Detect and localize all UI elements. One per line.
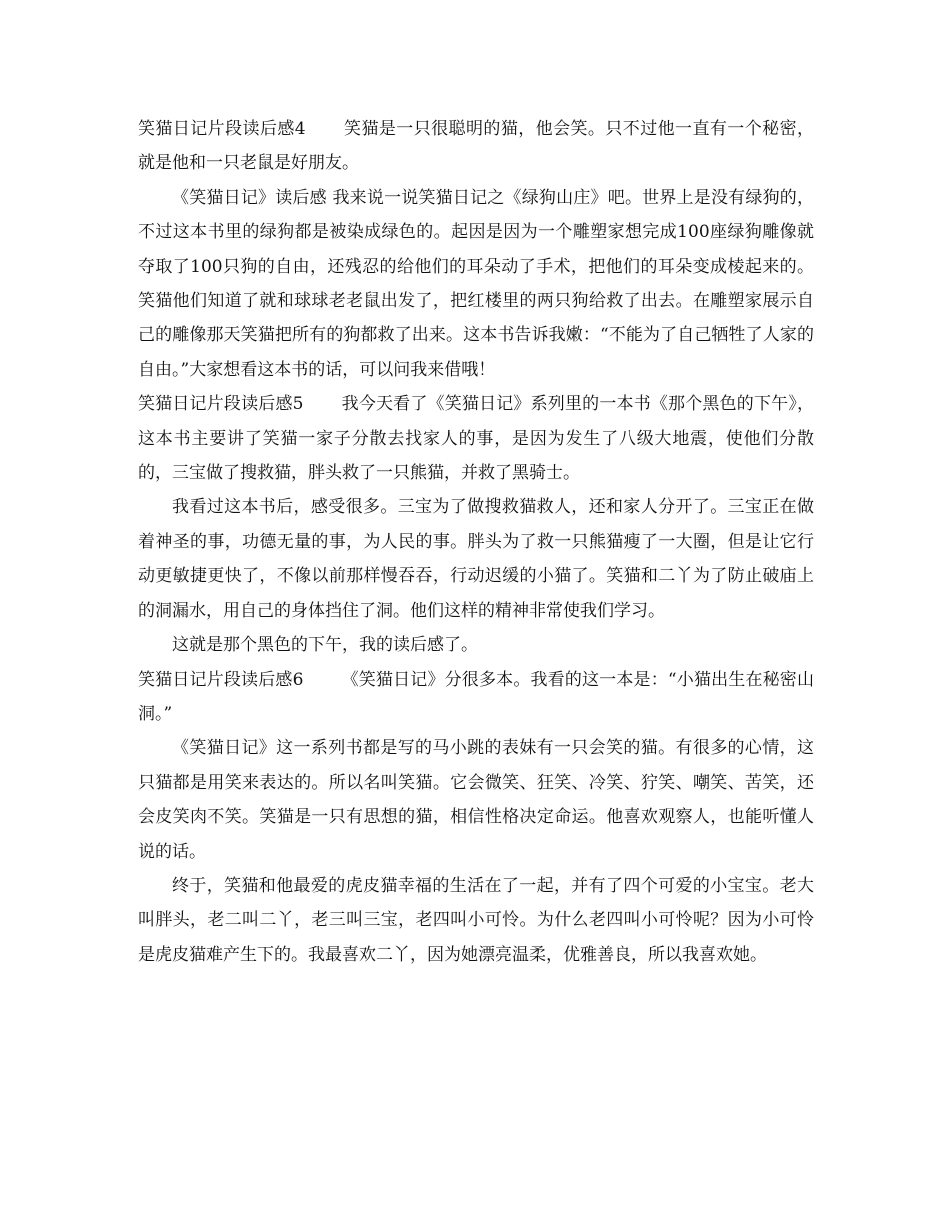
- paragraph-text: 我今天看了《笑猫日记》系列里的一本书《那个黑色的下午》，这本书主要讲了笑猫一家子分散去找家人的事，是因为发生了八级大地震，使他们分散的，三宝做了搜救猫，胖头救了一只熊猫，并救了黑骑士。: [138, 394, 815, 484]
- section-4-first-paragraph: [138, 112, 814, 181]
- paragraph: 这就是那个黑色的下午，我的读后感了。: [172, 635, 478, 656]
- paragraph: 终于，笑猫和他最爱的虎皮猫幸福的生活在了一起，并有了四个可爱的小宝宝。老大叫胖头，老二叫二丫，老三叫三宝，老四叫小可怜。为什么老四叫小可怜呢？因为小可怜是虎皮猫难产生下的。我最喜欢二丫，因为她漂亮温柔，优雅善良，所以我喜欢她。: [138, 875, 814, 965]
- document-body: [138, 112, 814, 972]
- paragraph-text: 《笑猫日记》分很多本。我看的这一本是：“小猫出生在秘密山洞。”: [138, 669, 814, 724]
- section-heading: 笑猫日记片段读后感5: [138, 394, 304, 415]
- paragraph: 《笑猫日记》读后感 我来说一说笑猫日记之《绿狗山庄》吧。世界上是没有绿狗的，不过这本书里的绿狗都是被染成绿色的。起因是因为一个雕塑家想完成100座绿狗雕像就夺取了100只狗的自由，还残忍的给他们的耳朵动了手术，把他们的耳朵变成棱起来的。笑猫他们知道了就和球球老老鼠出发了，把红楼里的两只狗给救了出去。在雕塑家展示自己的雕像那天笑猫把所有的狗都救了出来。这本书告诉我嫩：“不能为了自己牺牲了人家的自由。”大家想看这本书的话，可以问我来借哦！: [138, 187, 814, 380]
- paragraph: 《笑猫日记》这一系列书都是写的马小跳的表妹有一只会笑的猫。有很多的心情，这只猫都是用笑来表达的。所以名叫笑猫。它会微笑、狂笑、冷笑、狞笑、嘲笑、苦笑，还会皮笑肉不笑。笑猫是一只有思想的猫，相信性格决定命运。他喜欢观察人，也能听懂人说的话。: [138, 738, 814, 862]
- section-5-first-paragraph: [138, 387, 814, 490]
- section-heading: 笑猫日记片段读后感4: [138, 119, 306, 139]
- section-heading: 笑猫日记片段读后感6: [138, 669, 304, 690]
- section-6-first-paragraph: [138, 663, 814, 732]
- paragraph: 我看过这本书后，感受很多。三宝为了做搜救猫救人，还和家人分开了。三宝正在做着神圣的事，功德无量的事，为人民的事。胖头为了救一只熊猫瘦了一大圈，但是让它行动更敏捷更快了，不像以前那样慢吞吞，行动迟缓的小猫了。笑猫和二丫为了防止破庙上的洞漏水，用自己的身体挡住了洞。他们这样的精神非常使我们学习。: [138, 497, 814, 621]
- paragraph-text: 笑猫是一只很聪明的猫，他会笑。只不过他一直有一个秘密，就是他和一只老鼠是好朋友。: [138, 119, 814, 174]
